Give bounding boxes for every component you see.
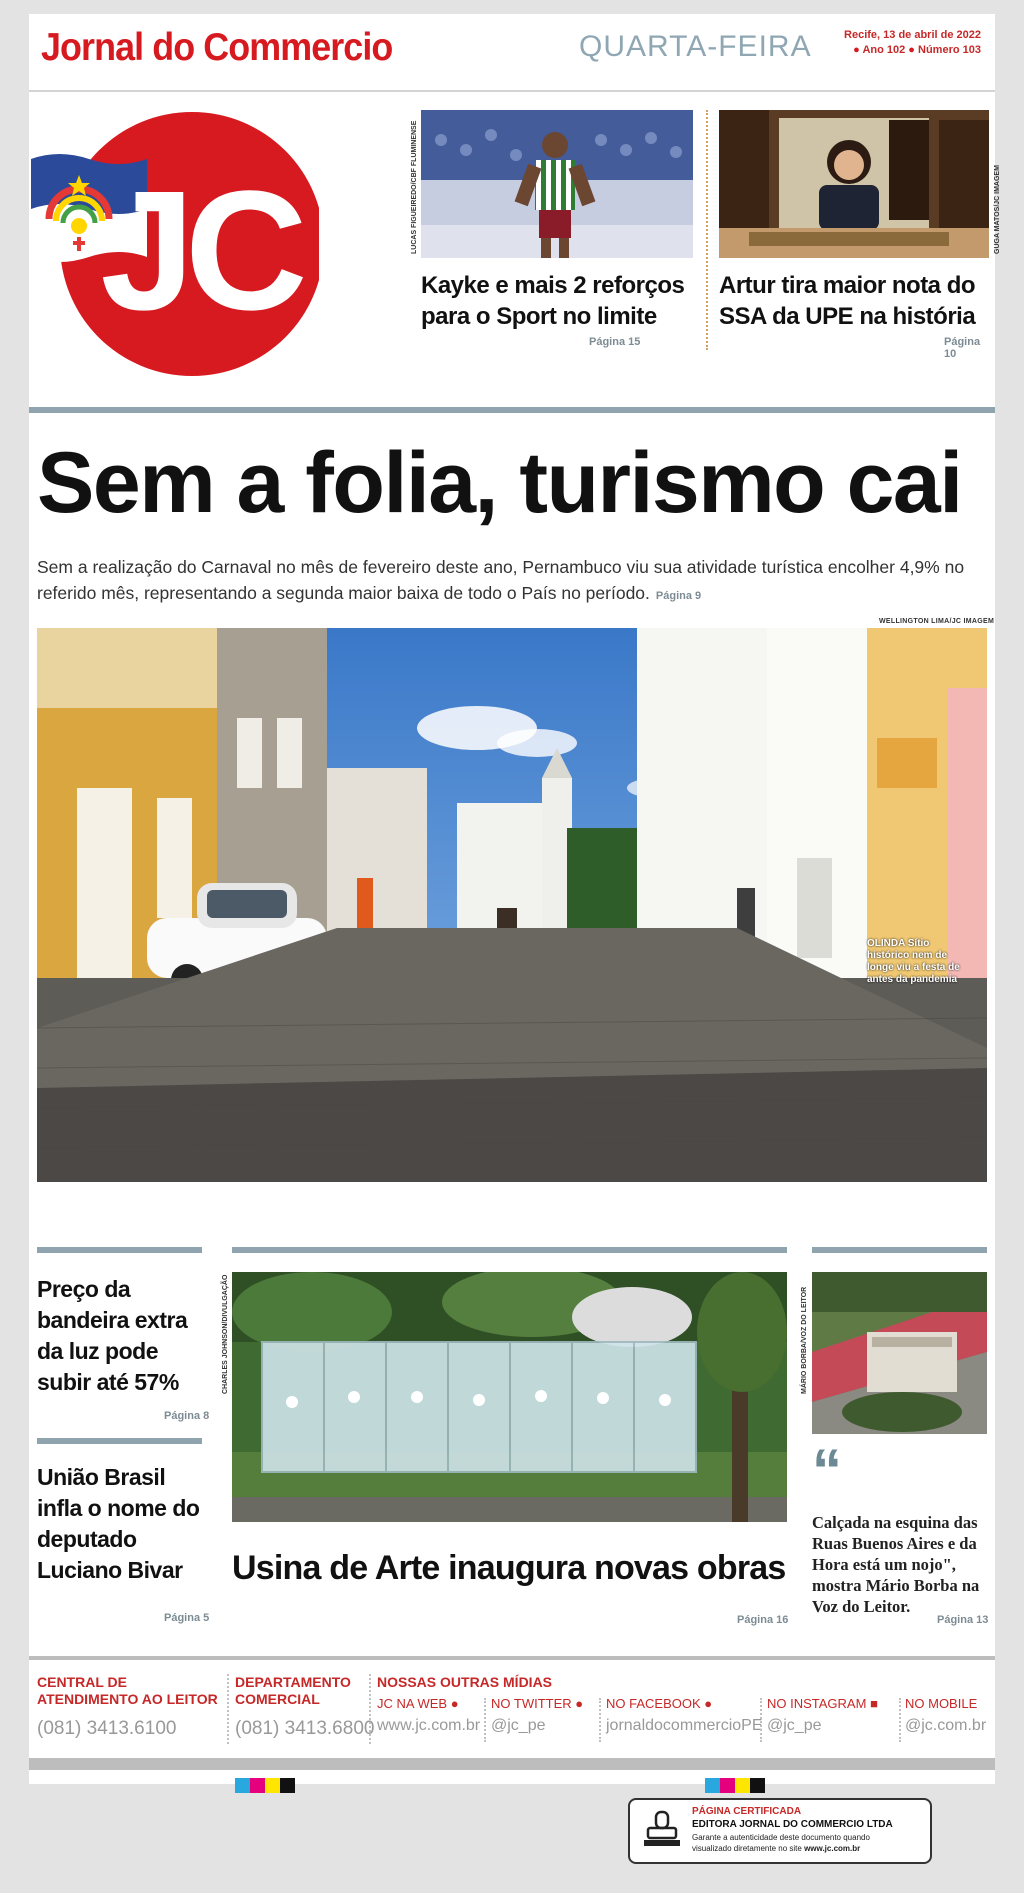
stamp-icon [640, 1808, 684, 1852]
registration-marks-left [235, 1778, 295, 1793]
brief-rule-left [37, 1247, 202, 1253]
sidewalk-photo [812, 1272, 987, 1434]
certified-text-1: Garante a autenticidade deste documento quando [692, 1833, 870, 1842]
cyan-mark [235, 1778, 250, 1793]
dateline [844, 28, 981, 58]
newspaper-page [29, 14, 1001, 1784]
section-rule [29, 407, 995, 413]
footer-bottom-bar [29, 1758, 995, 1770]
media-mobile-label: NO MOBILE [905, 1696, 978, 1711]
footer-divider-3 [484, 1698, 486, 1742]
media-web[interactable] [377, 1696, 480, 1735]
black-mark [280, 1778, 295, 1793]
footer-divider-4 [599, 1698, 601, 1742]
student-photo [719, 110, 989, 258]
lead-photo-olinda [37, 628, 987, 1182]
media-facebook-value: jornaldocommercioPE [606, 1717, 763, 1734]
certified-sticker [628, 1798, 932, 1864]
instagram-icon: ■ [870, 1696, 878, 1711]
lead-headline[interactable]: Sem a folia, turismo cai [37, 435, 962, 531]
yellow-mark [265, 1778, 280, 1793]
midias-label: NOSSAS OUTRAS MÍDIAS [377, 1674, 553, 1690]
weekday: QUARTA-FEIRA [579, 30, 812, 63]
footer-divider-5 [760, 1698, 762, 1742]
usina-page: Página 16 [737, 1614, 789, 1626]
teaser-sport-credit: LUCAS FIGUEIREDO/CBF FLUMINENSE [411, 120, 418, 254]
media-facebook-label: NO FACEBOOK ● [606, 1696, 713, 1711]
brief-uniao-headline[interactable]: União Brasil infla o nome do deputado Luciano Bivar [37, 1464, 200, 1583]
black-mark [750, 1778, 765, 1793]
central-phone[interactable]: (081) 3413.6100 [37, 1718, 177, 1739]
magenta-mark [250, 1778, 265, 1793]
usina-headline[interactable]: Usina de Arte inaugura novas obras [232, 1549, 786, 1587]
pernambuco-flag-icon [29, 109, 319, 379]
certified-text-2: visualizado diretamente no site www.jc.com.br [692, 1844, 861, 1853]
usina-photo [232, 1272, 787, 1522]
brief-rule-center [232, 1247, 787, 1253]
lead-lede [37, 554, 987, 609]
issue-info: ● Ano 102 ● Número 103 [853, 44, 981, 56]
certified-org: EDITORA JORNAL DO COMMERCIO LTDA [692, 1819, 893, 1830]
registration-marks-right [705, 1778, 765, 1793]
leitor-quote-text: Calçada na esquina das Ruas Buenos Aires e da Hora está um nojo", mostra Mário Borba na Voz do Leitor. [812, 1513, 980, 1616]
quote-icon: “ [812, 1437, 842, 1504]
teaser-upe-credit: GUGA MATOS/JC IMAGEM [994, 165, 1001, 254]
footer-divider-1 [227, 1674, 229, 1744]
media-mobile[interactable] [905, 1696, 986, 1735]
media-mobile-value: @jc.com.br [905, 1717, 987, 1734]
cyan-mark [705, 1778, 720, 1793]
footer-divider-2 [369, 1674, 371, 1744]
olinda-street-photo [37, 628, 987, 1182]
twitter-icon: ● [575, 1696, 584, 1711]
soccer-player-photo [421, 110, 693, 258]
media-instagram-label: NO INSTAGRAM ■ [767, 1696, 878, 1711]
yellow-mark [735, 1778, 750, 1793]
year: Ano 102 [862, 44, 906, 56]
footer-divider-6 [899, 1698, 901, 1742]
certified-site[interactable]: www.jc.com.br [804, 1844, 861, 1853]
lead-photo-caption [867, 938, 967, 986]
teaser-photo-sport [421, 110, 693, 258]
leitor-credit: MÁRIO BORBA/VOZ DO LEITOR [801, 1286, 808, 1394]
media-instagram-value: @jc_pe [767, 1717, 822, 1734]
media-twitter[interactable] [491, 1696, 583, 1735]
leitor-quote [812, 1512, 987, 1617]
art-installation-photo [232, 1272, 787, 1522]
teaser-sport-headline[interactable]: Kayke e mais 2 reforços para o Sport no limite [421, 272, 685, 330]
masthead-title: Jornal do Commercio [41, 26, 393, 69]
central-label: CENTRAL DE ATENDIMENTO AO LEITOR [37, 1674, 218, 1707]
media-twitter-value: @jc_pe [491, 1717, 546, 1734]
facebook-icon: ● [704, 1696, 713, 1711]
teaser-divider [706, 110, 708, 350]
certified-title: PÁGINA CERTIFICADA [692, 1806, 802, 1817]
date: Recife, 13 de abril de 2022 [844, 29, 981, 41]
brief-uniao-page: Página 5 [164, 1612, 210, 1624]
brief-bandeira-page: Página 8 [164, 1410, 210, 1422]
comercial-label: DEPARTAMENTO COMERCIAL [235, 1674, 351, 1707]
brief-bandeira-headline[interactable]: Preço da bandeira extra da luz pode subir até 57% [37, 1276, 188, 1395]
teaser-upe-headline[interactable]: Artur tira maior nota do SSA da UPE na história [719, 272, 976, 330]
logo-text: JC [100, 156, 298, 346]
comercial-phone[interactable]: (081) 3413.6800 [235, 1718, 375, 1739]
issue-number: Número 103 [918, 44, 981, 56]
usina-credit: CHARLES JOHNSON/DIVULGAÇÃO [222, 1274, 229, 1394]
brief-rule-right [812, 1247, 987, 1253]
jc-logo [29, 109, 319, 379]
lead-photo-credit: WELLINGTON LIMA/JC IMAGEM [879, 618, 995, 625]
magenta-mark [720, 1778, 735, 1793]
media-twitter-label: NO TWITTER ● [491, 1696, 584, 1711]
teaser-upe-page: Página 10 [944, 336, 981, 360]
lead-page: Página 9 [655, 590, 702, 602]
masthead-rule [29, 90, 995, 92]
media-web-value: www.jc.com.br [377, 1717, 481, 1734]
media-instagram[interactable] [767, 1696, 878, 1735]
teaser-photo-upe [719, 110, 989, 258]
footer-rule [29, 1656, 995, 1660]
caption-label: OLINDA [867, 938, 905, 949]
brief-rule-left-2 [37, 1438, 202, 1444]
media-facebook[interactable] [606, 1696, 763, 1735]
teaser-sport-page: Página 15 [589, 336, 641, 348]
media-web-label: JC NA WEB ● [377, 1696, 459, 1711]
caption-text: Sítio histórico nem de longe viu a festa de antes da pandemia [867, 938, 960, 985]
lead-lede-text: Sem a realização do Carnaval no mês de fevereiro deste ano, Pernambuco viu sua atividade turística encolher 4,9% no referido mês, representando a segunda maior baixa de todo o País no período. [37, 557, 965, 603]
globe-icon: ● [450, 1696, 459, 1711]
leitor-page: Página 13 [937, 1614, 989, 1626]
leitor-photo [812, 1272, 987, 1434]
